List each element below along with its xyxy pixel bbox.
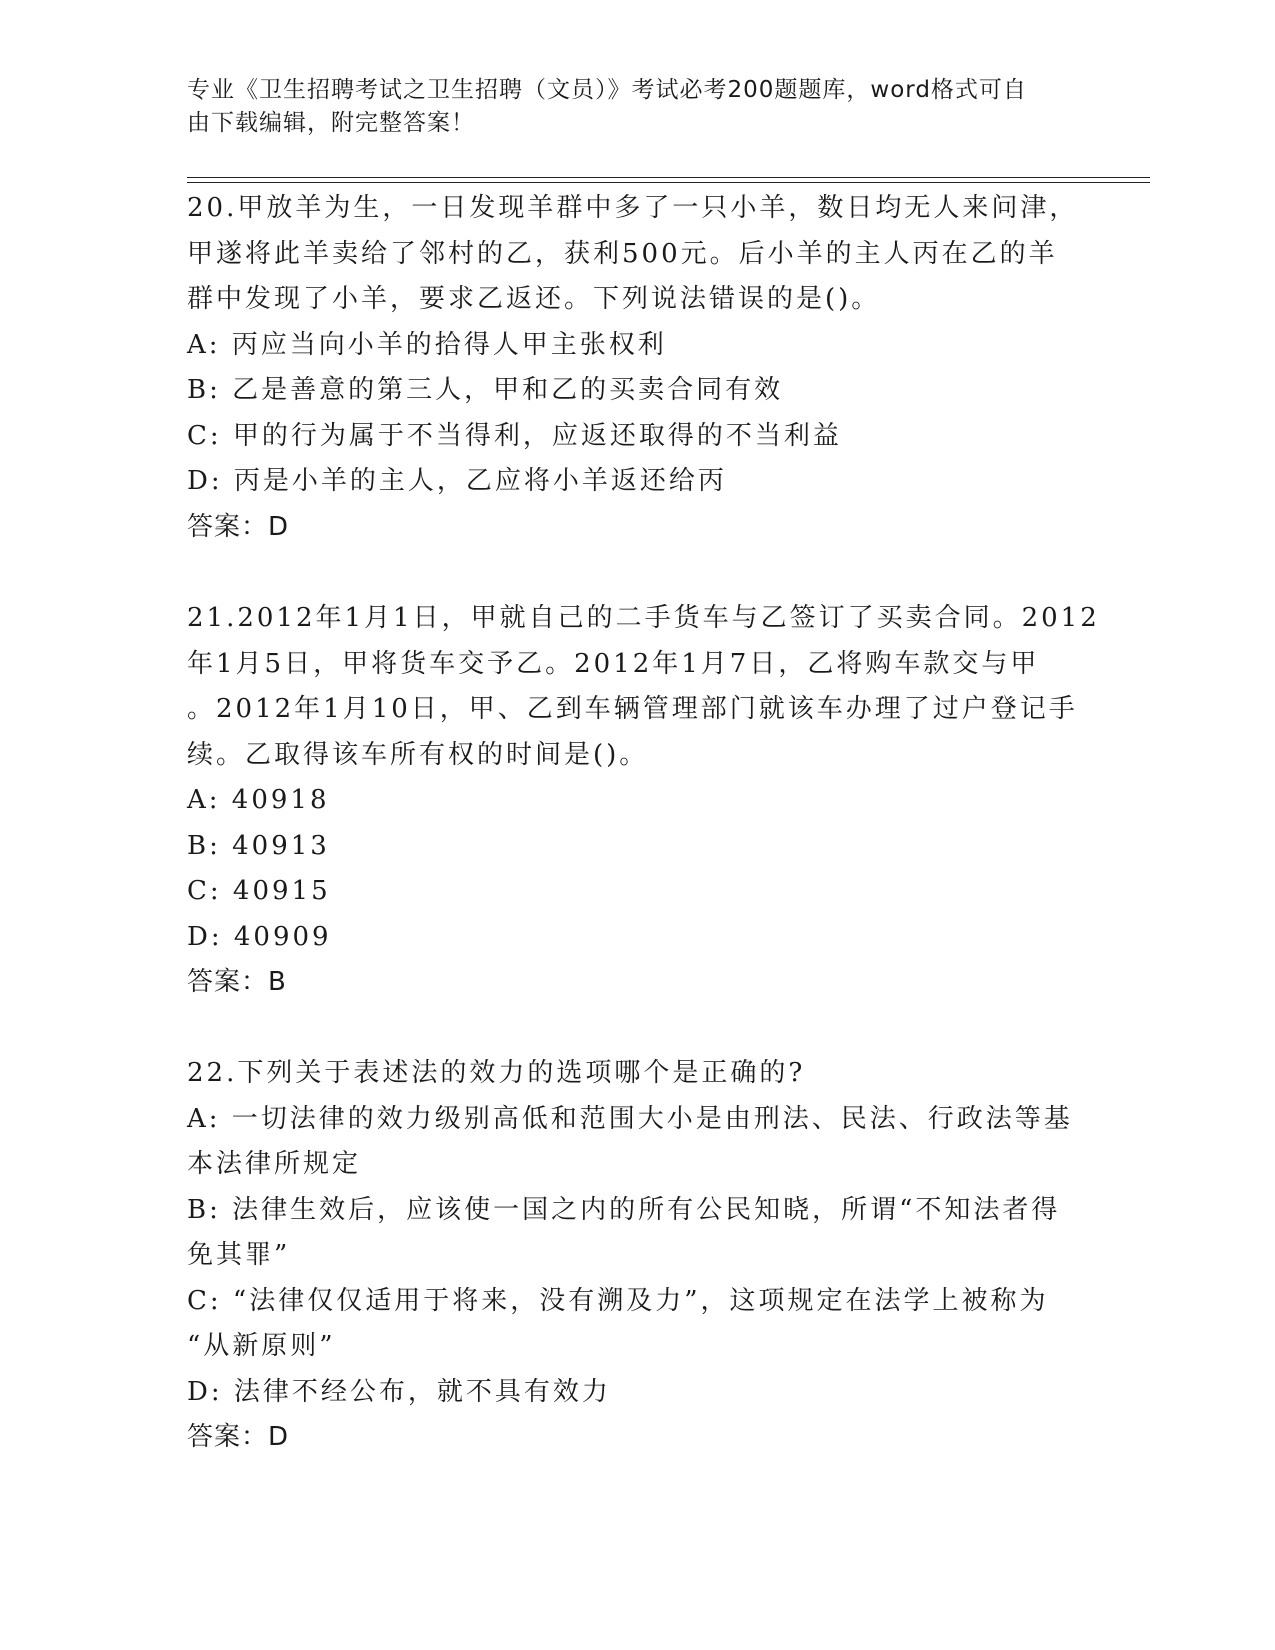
option-a: A: 40918 (187, 785, 330, 815)
document-header (187, 74, 1067, 140)
option-b-continued: 免其罪” (187, 1240, 291, 1270)
answer-label: 答案：D (187, 1422, 290, 1452)
option-a: A: 丙应当向小羊的拾得人甲主张权利 (187, 329, 667, 360)
question-21 (187, 596, 1100, 1006)
answer-label: 答案：D (187, 511, 290, 542)
question-text-line: 21.2012年1月1日，甲就自己的二手货车与乙签订了买卖合同。2012 (187, 603, 1100, 633)
question-text-line: 20.甲放羊为生，一日发现羊群中多了一只小羊，数日均无人来问津， (187, 193, 1079, 223)
header-divider-bottom (187, 182, 1150, 183)
header-divider-top (187, 177, 1150, 178)
question-text-line: 甲遂将此羊卖给了邻村的乙，获利500元。后小羊的主人丙在乙的羊 (187, 238, 1058, 269)
option-d: D: 40909 (187, 921, 332, 952)
answer-label: 答案：B (187, 967, 287, 997)
header-line-2: 由下载编辑，附完整答案！ (187, 110, 475, 136)
question-text-line: 续。乙取得该车所有权的时间是()。 (187, 739, 649, 770)
option-b: B: 法律生效后，应该使一国之内的所有公民知晓，所谓“不知法者得 (187, 1194, 1061, 1225)
option-a-continued: 本法律所规定 (187, 1149, 362, 1179)
question-22 (187, 1051, 1087, 1461)
question-20 (187, 186, 1087, 550)
option-b: B: 乙是善意的第三人，甲和乙的买卖合同有效 (187, 375, 784, 405)
option-c: C: 甲的行为属于不当得利，应返还取得的不当利益 (187, 420, 842, 451)
option-d: D: 法律不经公布，就不具有效力 (187, 1376, 611, 1407)
question-text-line: 22.下列关于表述法的效力的选项哪个是正确的? (187, 1058, 806, 1088)
option-d: D: 丙是小羊的主人，乙应将小羊返还给丙 (187, 466, 727, 496)
question-text-line: 年1月5日，甲将货车交予乙。2012年1月7日，乙将购车款交与甲 (187, 648, 1040, 679)
option-b: B: 40913 (187, 830, 330, 861)
option-a: A: 一切法律的效力级别高低和范围大小是由刑法、民法、行政法等基 (187, 1103, 1073, 1134)
header-line-1: 专业《卫生招聘考试之卫生招聘（文员）》考试必考200题题库，word格式可自 (187, 77, 1027, 103)
option-c: C: “法律仅仅适用于将来，没有溯及力”，这项规定在法学上被称为 (187, 1285, 1049, 1316)
question-text-line: 群中发现了小羊，要求乙返还。下列说法错误的是()。 (187, 284, 881, 314)
option-c: C: 40915 (187, 876, 331, 906)
question-text-line: 。2012年1月10日，甲、乙到车辆管理部门就该车办理了过户登记手 (187, 694, 1078, 724)
option-c-continued: “从新原则” (187, 1331, 336, 1361)
